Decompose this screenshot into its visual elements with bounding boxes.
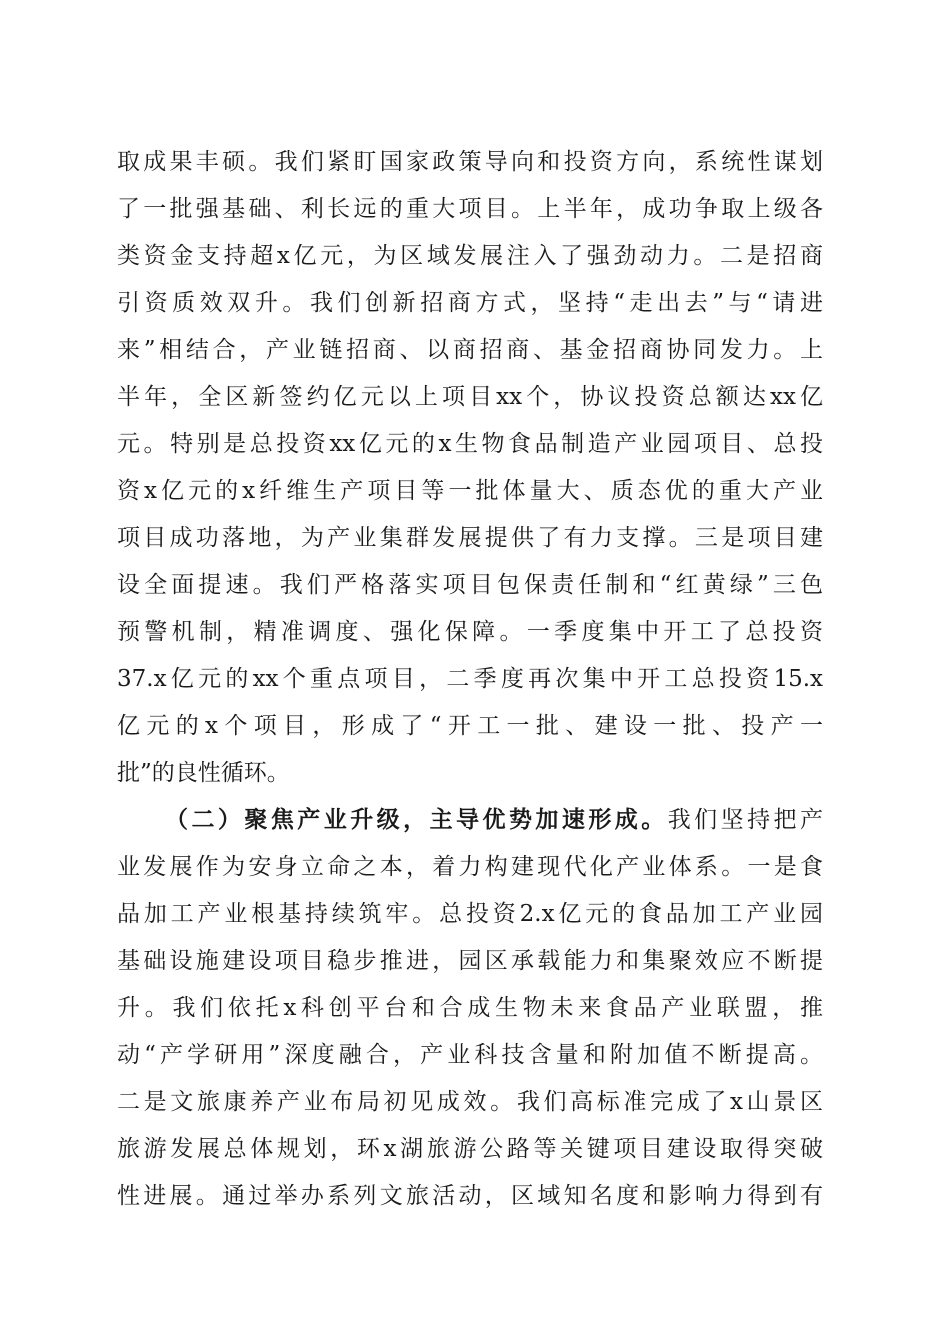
paragraph-line: 动“产学研用”深度融合，产业科技含量和附加值不断提高。 <box>117 1042 823 1068</box>
paragraph-line: 项目成功落地，为产业集群发展提供了有力支撑。三是项目建 <box>117 525 823 551</box>
paragraph-line: 了一批强基础、利长远的重大项目。上半年，成功争取上级各 <box>117 196 823 222</box>
paragraph-line: 二是文旅康养产业布局初见成效。我们高标准完成了x山景区 <box>117 1089 823 1115</box>
paragraph-line: 半年，全区新签约亿元以上项目xx个，协议投资总额达xx亿 <box>117 384 823 410</box>
paragraph-line: 设全面提速。我们严格落实项目包保责任制和“红黄绿”三色 <box>117 572 823 598</box>
paragraph-line: 升。我们依托x科创平台和合成生物未来食品产业联盟，推 <box>117 995 823 1021</box>
paragraph-line: 来”相结合，产业链招商、以商招商、基金招商协同发力。上 <box>117 337 823 363</box>
paragraph-line: 批”的良性循环。 <box>117 760 290 786</box>
paragraph-line: 性进展。通过举办系列文旅活动，区域知名度和影响力得到有 <box>117 1183 823 1209</box>
paragraph-line: 业发展作为安身立命之本，着力构建现代化产业体系。一是食 <box>117 854 823 880</box>
paragraph-line: 品加工产业根基持续筑牢。总投资2.x亿元的食品加工产业园 <box>117 901 823 927</box>
paragraph-line: 基础设施建设项目稳步推进，园区承载能力和集聚效应不断提 <box>117 948 823 974</box>
section-heading: （二）聚焦产业升级，主导优势加速形成。 <box>165 807 668 833</box>
paragraph-line: 取成果丰硕。我们紧盯国家政策导向和投资方向，系统性谋划 <box>117 149 823 175</box>
paragraph-line: 旅游发展总体规划，环x湖旅游公路等关键项目建设取得突破 <box>117 1136 823 1162</box>
section-heading-line <box>165 800 823 840</box>
paragraph-line: 类资金支持超x亿元，为区域发展注入了强劲动力。二是招商 <box>117 243 823 269</box>
paragraph-line: 预警机制，精准调度、强化保障。一季度集中开工了总投资 <box>117 619 823 645</box>
paragraph-line: 引资质效双升。我们创新招商方式，坚持“走出去”与“请进 <box>117 290 823 316</box>
paragraph-line: 资x亿元的x纤维生产项目等一批体量大、质态优的重大产业 <box>117 478 823 504</box>
paragraph-line: 亿元的x个项目，形成了“开工一批、建设一批、投产一 <box>117 713 823 739</box>
section-heading-rest: 我们坚持把产 <box>667 807 823 833</box>
paragraph-line: 37.x亿元的xx个重点项目，二季度再次集中开工总投资15.x <box>117 666 823 692</box>
paragraph-line: 元。特别是总投资xx亿元的x生物食品制造产业园项目、总投 <box>117 431 823 457</box>
